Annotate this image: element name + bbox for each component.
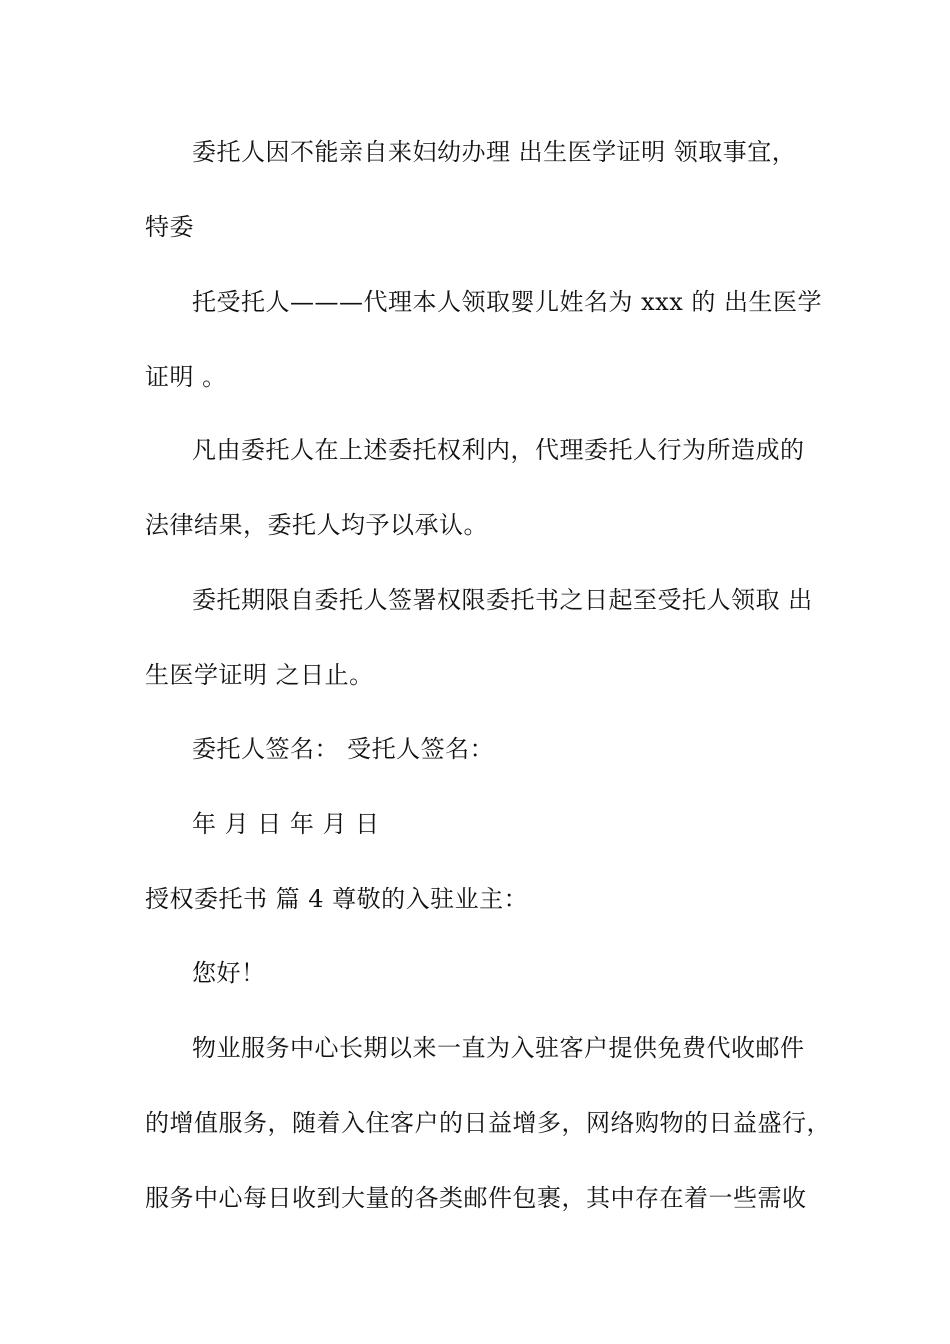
section-heading: 授权委托书 篇 4 尊敬的入驻业主： xyxy=(145,885,529,913)
paragraph-line: 生医学证明 之日止。 xyxy=(145,661,374,689)
paragraph-line: 委托人因不能亲自来妇幼办理 出生医学证明 领取事宜， xyxy=(192,138,797,166)
paragraph-line: 服务中心每日收到大量的各类邮件包裹，其中存在着一些需收 xyxy=(145,1184,807,1212)
date-line: 年 月 日 年 月 日 xyxy=(192,810,380,838)
paragraph-line: 物业服务中心长期以来一直为入驻客户提供免费代收邮件 xyxy=(192,1034,805,1062)
signature-line: 委托人签名： 受托人签名： xyxy=(192,735,495,763)
paragraph-line: 凡由委托人在上述委托权利内，代理委托人行为所造成的 xyxy=(192,436,805,464)
paragraph-line: 证明 。 xyxy=(145,363,227,391)
paragraph-line: 委托期限自委托人签署权限委托书之日起至受托人领取 出 xyxy=(192,586,813,614)
greeting: 您好！ xyxy=(192,959,266,987)
paragraph-line: 特委 xyxy=(145,213,194,241)
paragraph-line: 托受托人———代理本人领取婴儿姓名为 xxx 的 出生医学 xyxy=(192,288,822,316)
paragraph-line: 法律结果，委托人均予以承认。 xyxy=(145,511,488,539)
paragraph-line: 的增值服务，随着入住客户的日益增多，网络购物的日益盛行， xyxy=(145,1109,831,1137)
